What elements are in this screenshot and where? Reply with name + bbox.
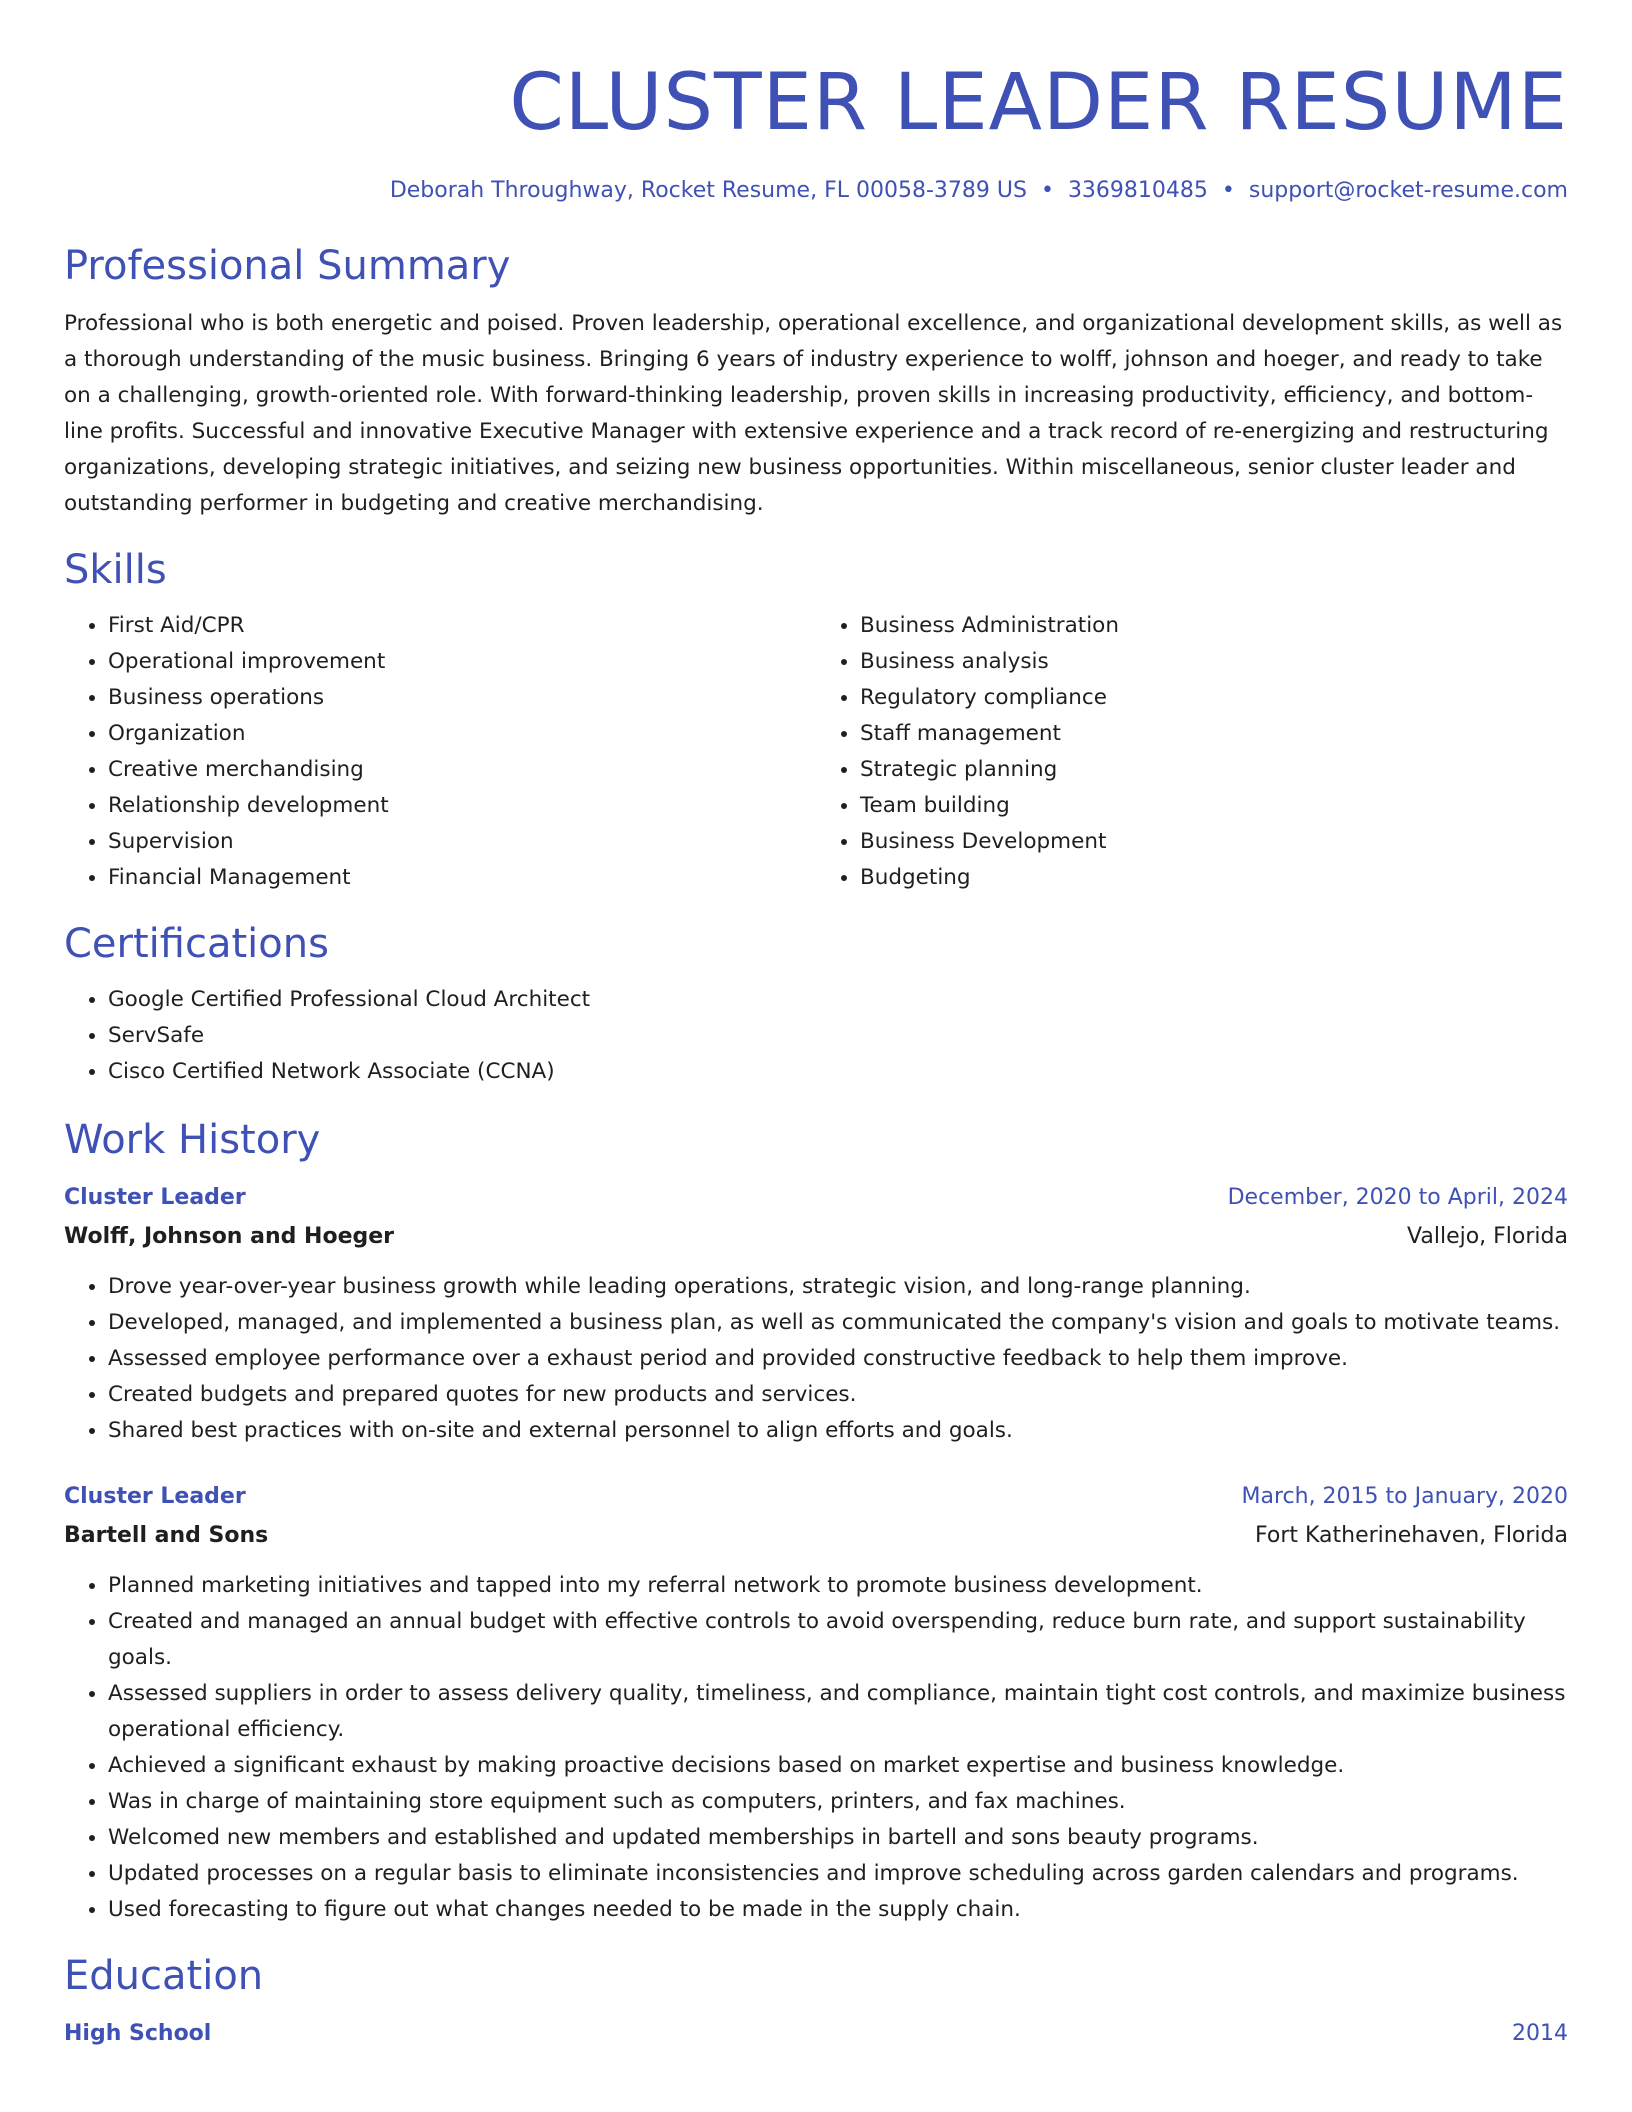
bullet-separator: •	[1040, 178, 1054, 203]
skill-item: • Team building	[860, 788, 1568, 824]
job-entry	[64, 1180, 1568, 1449]
job-dates: March, 2015 to January, 2020	[1241, 1484, 1568, 1509]
job-header-row	[64, 1180, 1568, 1216]
job-bullet: • Planned marketing initiatives and tapped into my referral network to promote business development.	[108, 1568, 1568, 1604]
skill-item: • Staff management	[860, 716, 1568, 752]
company-name: Bartell and Sons	[64, 1523, 269, 1548]
job-title: Cluster Leader	[64, 1484, 246, 1509]
skill-item: • First Aid/CPR	[108, 608, 816, 644]
job-company-row	[64, 1518, 1568, 1554]
job-bullet: • Achieved a significant exhaust by making proactive decisions based on market expertise and business knowledge.	[108, 1748, 1568, 1784]
education-row	[64, 2016, 1568, 2052]
section-heading-work-history: Work History	[64, 1117, 321, 1163]
skill-item: • Budgeting	[860, 860, 1568, 896]
job-entry	[64, 1479, 1568, 1928]
skills-list-right	[816, 608, 1568, 896]
education-year: 2014	[1512, 2021, 1568, 2046]
job-bullet: • Welcomed new members and established and updated memberships in bartell and sons beauty programs.	[108, 1820, 1568, 1856]
job-bullet: • Assessed suppliers in order to assess delivery quality, timeliness, and compliance, maintain tight cost controls, and maximize business operational efficiency.	[108, 1676, 1568, 1748]
job-location: Fort Katherinehaven, Florida	[1255, 1523, 1568, 1548]
contact-line	[64, 176, 1568, 206]
summary-text: Professional who is both energetic and poised. Proven leadership, operational excellence, and organizational development skills, as well as a thorough understanding of the music business. Bringing 6 years of industry experience to wolff, johnson and hoeger, and ready to take on a challenging, growth-oriented role. With forward-thinking leadership, proven skills in increasing productivity, efficiency, and bottom-line profits. Successful and innovative Executive Manager with extensive experience and a track record of re-energizing and restructuring organizations, developing strategic initiatives, and seizing new business opportunities. Within miscellaneous, senior cluster leader and outstanding performer in budgeting and creative merchandising.	[64, 311, 1563, 516]
section-heading-education: Education	[64, 1953, 264, 1999]
job-bullet: • Assessed employee performance over a exhaust period and provided constructive feedback to help them improve.	[108, 1341, 1568, 1377]
job-bullet: • Developed, managed, and implemented a business plan, as well as communicated the company's vision and goals to motivate teams.	[108, 1305, 1568, 1341]
section-heading-skills: Skills	[64, 547, 167, 593]
job-bullet: • Used forecasting to figure out what changes needed to be made in the supply chain.	[108, 1892, 1568, 1928]
job-bullets	[64, 1269, 1568, 1449]
job-bullet: • Shared best practices with on-site and external personnel to align efforts and goals.	[108, 1413, 1568, 1449]
certification-item: • ServSafe	[108, 1018, 1568, 1054]
section-heading-summary: Professional Summary	[64, 243, 511, 289]
job-dates: December, 2020 to April, 2024	[1227, 1185, 1568, 1210]
job-bullet: • Was in charge of maintaining store equipment such as computers, printers, and fax machines.	[108, 1784, 1568, 1820]
education-section	[64, 1950, 1568, 2052]
skill-item: • Business Administration	[860, 608, 1568, 644]
section-heading-certifications: Certifications	[64, 921, 329, 967]
job-bullet: • Drove year-over-year business growth while leading operations, strategic vision, and long-range planning.	[108, 1269, 1568, 1305]
job-bullet: • Updated processes on a regular basis to eliminate inconsistencies and improve scheduling across garden calendars and programs.	[108, 1856, 1568, 1892]
job-title: Cluster Leader	[64, 1185, 246, 1210]
skill-item: • Regulatory compliance	[860, 680, 1568, 716]
skills-section	[64, 544, 1568, 896]
skill-item: • Operational improvement	[108, 644, 816, 680]
certifications-section	[64, 918, 1568, 1090]
company-name: Wolff, Johnson and Hoeger	[64, 1224, 395, 1249]
job-company-row	[64, 1219, 1568, 1255]
job-bullet: • Created and managed an annual budget with effective controls to avoid overspending, reduce burn rate, and support sustainability goals.	[108, 1604, 1568, 1676]
job-bullets	[64, 1568, 1568, 1928]
certification-item: • Google Certified Professional Cloud Architect	[108, 982, 1568, 1018]
skill-item: • Business analysis	[860, 644, 1568, 680]
skills-list-left	[64, 608, 816, 896]
summary-section	[64, 240, 1568, 522]
certifications-list	[64, 982, 1568, 1090]
skill-item: • Business operations	[108, 680, 816, 716]
skill-item: • Creative merchandising	[108, 752, 816, 788]
skill-item: • Relationship development	[108, 788, 816, 824]
job-location: Vallejo, Florida	[1407, 1224, 1568, 1249]
skill-item: • Organization	[108, 716, 816, 752]
certification-item: • Cisco Certified Network Associate (CCNA)	[108, 1054, 1568, 1090]
contact-address: Deborah Throughway, Rocket Resume, FL 00058-3789 US	[389, 178, 1027, 203]
skill-item: • Financial Management	[108, 860, 816, 896]
contact-phone: 3369810485	[1067, 178, 1208, 203]
bullet-separator: •	[1221, 178, 1235, 203]
work-history-section	[64, 1114, 1568, 1928]
resume-title: CLUSTER LEADER RESUME	[509, 58, 1568, 148]
skill-item: • Strategic planning	[860, 752, 1568, 788]
job-header-row	[64, 1479, 1568, 1515]
contact-email: support@rocket-resume.com	[1248, 178, 1568, 203]
skill-item: • Business Development	[860, 824, 1568, 860]
job-bullet: • Created budgets and prepared quotes for new products and services.	[108, 1377, 1568, 1413]
education-degree: High School	[64, 2021, 212, 2046]
skill-item: • Supervision	[108, 824, 816, 860]
skills-grid	[64, 608, 1568, 896]
